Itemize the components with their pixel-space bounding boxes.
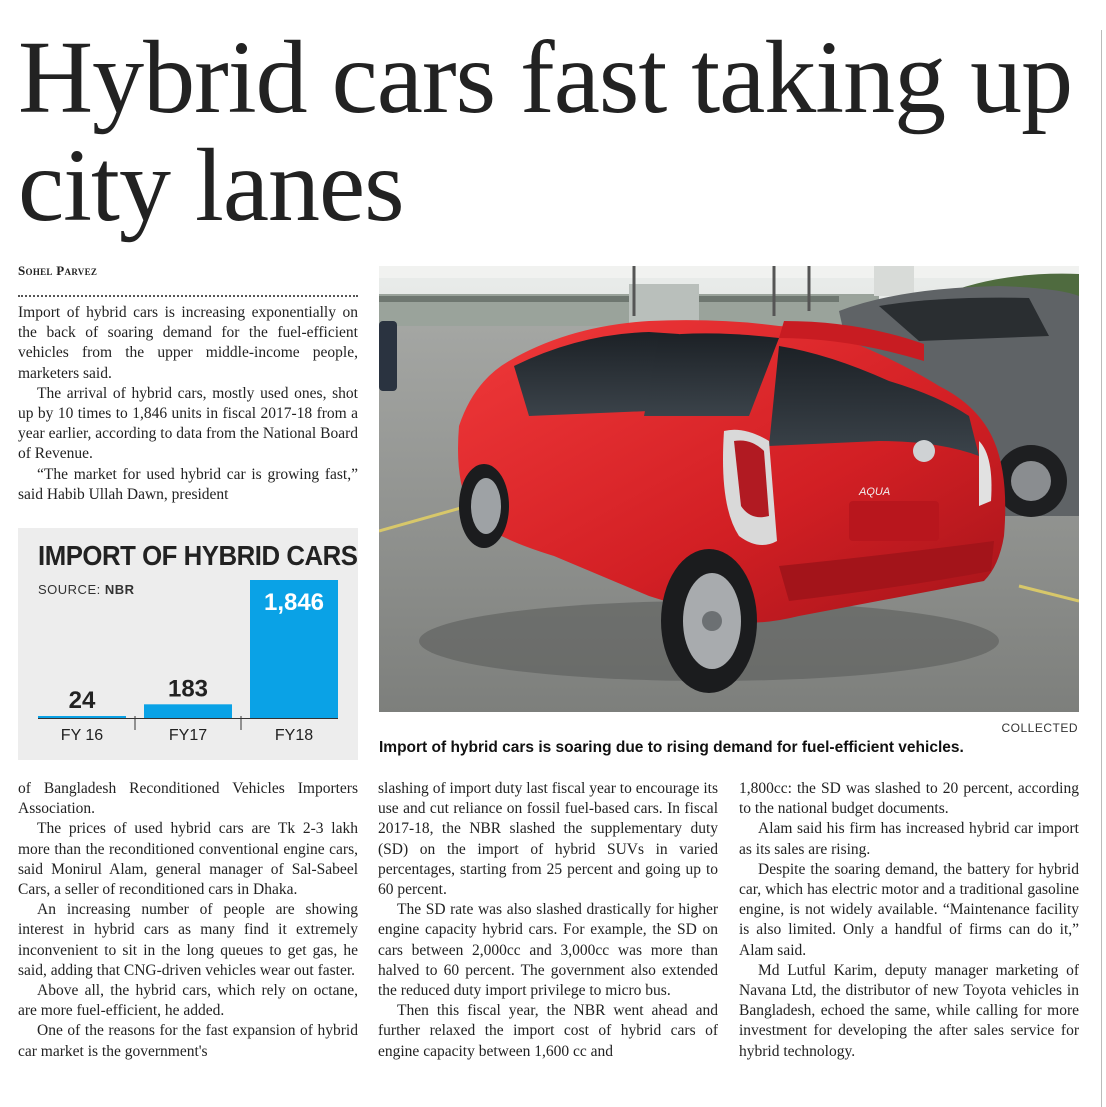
car-badge: AQUA xyxy=(859,486,891,498)
paragraph: Import of hybrid cars is increasing exponentially on the back of soaring demand for the fuel-efficient vehicles from the upper middle-income people, marketers said. xyxy=(18,304,358,382)
paragraph: Despite the soaring demand, the battery for hybrid car, which has electric motor and a traditional gasoline engine, is not widely available. “Maintenance facility is also limited. Only a handful of firms can do it,” Alam said. xyxy=(739,860,1079,959)
import-chart xyxy=(18,528,358,760)
chart-category-label: FY 16 xyxy=(60,727,104,744)
byline-divider xyxy=(18,295,358,297)
paragraph: Above all, the hybrid cars, which rely on octane, are more fuel-efficient, he added. xyxy=(18,982,358,1020)
paragraph: 1,800cc: the SD was slashed to 20 percent, according to the national budget documents. xyxy=(739,780,1079,818)
chart-source-label: SOURCE: xyxy=(38,582,101,597)
chart-category-label: FY18 xyxy=(274,727,314,744)
article-column-1-top xyxy=(18,303,358,509)
article-column-3 xyxy=(739,779,1079,1107)
car-photo xyxy=(379,266,1079,712)
paragraph: One of the reasons for the fast expansion of hybrid car market is the government's xyxy=(18,1022,358,1060)
page-edge-rule xyxy=(1101,30,1102,1107)
paragraph: “The market for used hybrid car is growing fast,” said Habib Ullah Dawn, president xyxy=(18,465,358,503)
paragraph: The prices of used hybrid cars are Tk 2-3 lakh more than the reconditioned conventional engine cars, said Monirul Alam, general manager of Sal-Sabeel Cars, a seller of reconditioned cars in Dhaka. xyxy=(18,820,358,899)
chart-data-label: 1,846 xyxy=(263,589,325,616)
chart-title: IMPORT OF HYBRID CARS xyxy=(38,540,358,571)
paragraph: slashing of import duty last fiscal year to encourage its use and cut reliance on fossil fuel-based cars. In fiscal 2017-18, the NBR slashed the supplementary duty (SD) on the import of hybrid SUVs in varied percentages, starting from 25 percent and going up to 60 percent. xyxy=(378,780,718,899)
chart-data-label: 24 xyxy=(68,687,96,714)
photo-caption: Import of hybrid cars is soaring due to rising demand for fuel-efficient vehicles. xyxy=(379,739,964,756)
paragraph: The SD rate was also slashed drastically for higher engine capacity hybrid cars. For example, the SD on cars between 2,000cc and 3,000cc was more than halved to 60 percent. The government also extended the reduced duty import privilege to micro bus. xyxy=(378,901,718,1000)
byline: Sohel Parvez xyxy=(18,263,98,278)
paragraph: Then this fiscal year, the NBR went ahead and further relaxed the import cost of hybrid cars of engine capacity between 1,600 cc and xyxy=(378,1002,718,1060)
chart-bar xyxy=(144,704,232,718)
chart-data-label: 183 xyxy=(167,675,209,703)
chart-plot xyxy=(18,528,358,760)
paragraph: Alam said his firm has increased hybrid car import as its sales are rising. xyxy=(739,820,1079,858)
paragraph: An increasing number of people are showing interest in hybrid cars as many find it extremely inconvenient to sit in the long queues to get gas, he said, adding that CNG-driven vehicles wear out faster. xyxy=(18,901,358,979)
paragraph: of Bangladesh Reconditioned Vehicles Importers Association. xyxy=(18,780,358,818)
photo-credit: COLLECTED xyxy=(1001,721,1078,735)
chart-source-name: NBR xyxy=(104,582,135,597)
chart-bar xyxy=(38,716,126,718)
paragraph: The arrival of hybrid cars, mostly used ones, shot up by 10 times to 1,846 units in fiscal 2017-18 from a year earlier, according to data from the National Board of Revenue. xyxy=(18,384,358,463)
article-column-2 xyxy=(378,779,718,1107)
headline: Hybrid cars fast taking up city lanes xyxy=(18,20,1073,243)
article-column-1 xyxy=(18,779,358,1107)
chart-category-label: FY17 xyxy=(168,727,208,744)
paragraph: Md Lutful Karim, deputy manager marketing of Navana Ltd, the distributor of new Toyota vehicles in Bangladesh, echoed the same, while calling for more investment for developing the after sales service for hybrid technology. xyxy=(739,961,1079,1060)
